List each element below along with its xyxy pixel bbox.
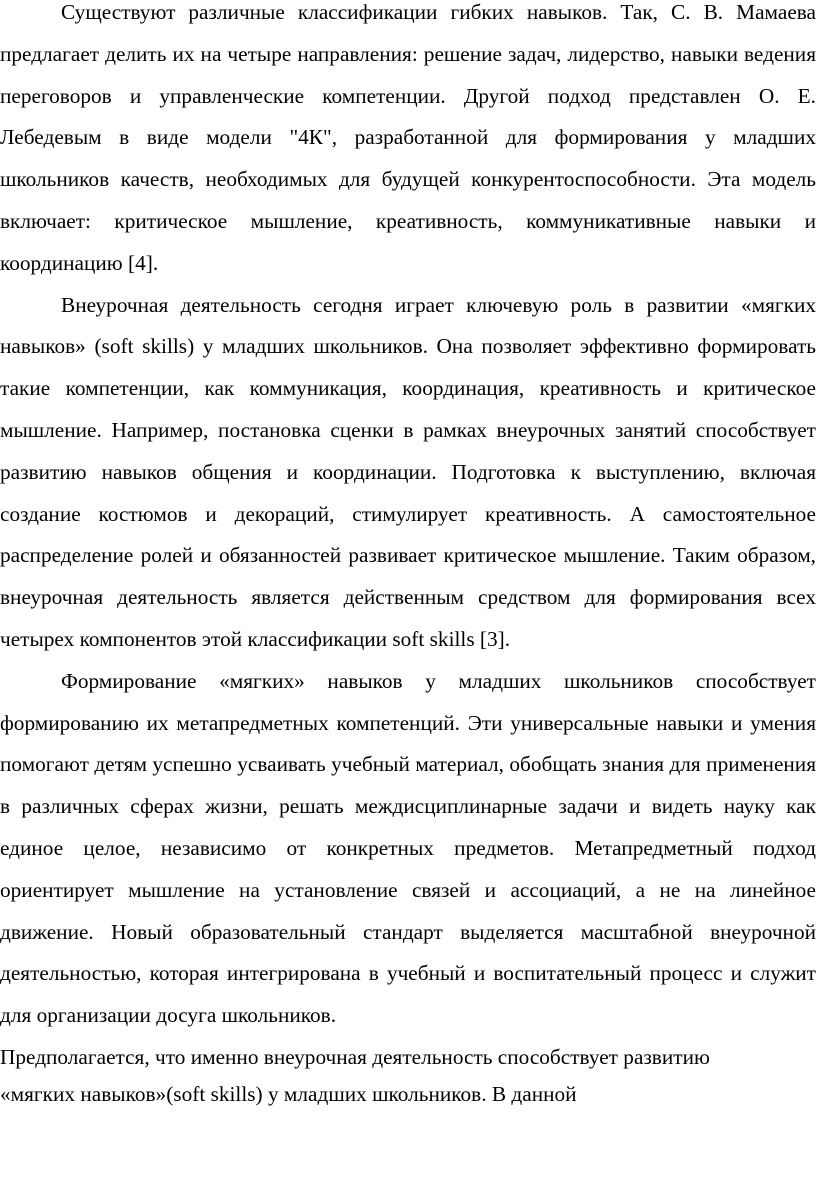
- assumption-line-2: «мягких навыков»(soft skills) у младших школьников. В данной: [0, 1081, 577, 1106]
- paragraph-extracurricular-activity: Внеурочная деятельность сегодня играет ключевую роль в развитии «мягких навыков» (soft skills) у младших школьников. Она позволяет эффективно формировать такие компетенции, как коммуникация, координация, креативность и критическое мышление. Например, постановка сценки в рамках внеурочных занятий способствует развитию навыков общения и координации. Подготовка к выступлению, включая создание костюмов и декораций, стимулирует креативность. А самостоятельное распределение ролей и обязанностей развивает критическое мышление. Таким образом, внеурочная деятельность является действенным средством для формирования всех четырех компонентов этой классификации soft skills [3].: [0, 292, 816, 651]
- paragraph-soft-skills-classification: Существуют различные классификации гибких навыков. Так, С. В. Мамаева предлагает делить их на четыре направления: решение задач, лидерство, навыки ведения переговоров и управленческие компетенции. Другой подход представлен О. Е. Лебедевым в виде модели "4К", разработанной для формирования у младших школьников качеств, необходимых для будущей конкурентоспособности. Эта модель включает: критическое мышление, креативность, коммуникативные навыки и координацию [4].: [0, 0, 816, 275]
- assumption-line-1: Предполагается, что именно внеурочная деятельность способствует развитию: [0, 1044, 710, 1069]
- paragraph-assumption: [0, 1039, 816, 1113]
- paragraph-metasubject-competencies: Формирование «мягких» навыков у младших школьников способствует формированию их метапредметных компетенций. Эти универсальные навыки и умения помогают детям успешно усваивать учебный материал, обобщать знания для применения в различных сферах жизни, решать междисциплинарные задачи и видеть науку как единое целое, независимо от конкретных предметов. Метапредметный подход ориентирует мышление на установление связей и ассоциаций, а не на линейное движение. Новый образовательный стандарт выделяется масштабной внеурочной деятельностью, которая интегрирована в учебный и воспитательный процесс и служит для организации досуга школьников.: [0, 668, 816, 1028]
